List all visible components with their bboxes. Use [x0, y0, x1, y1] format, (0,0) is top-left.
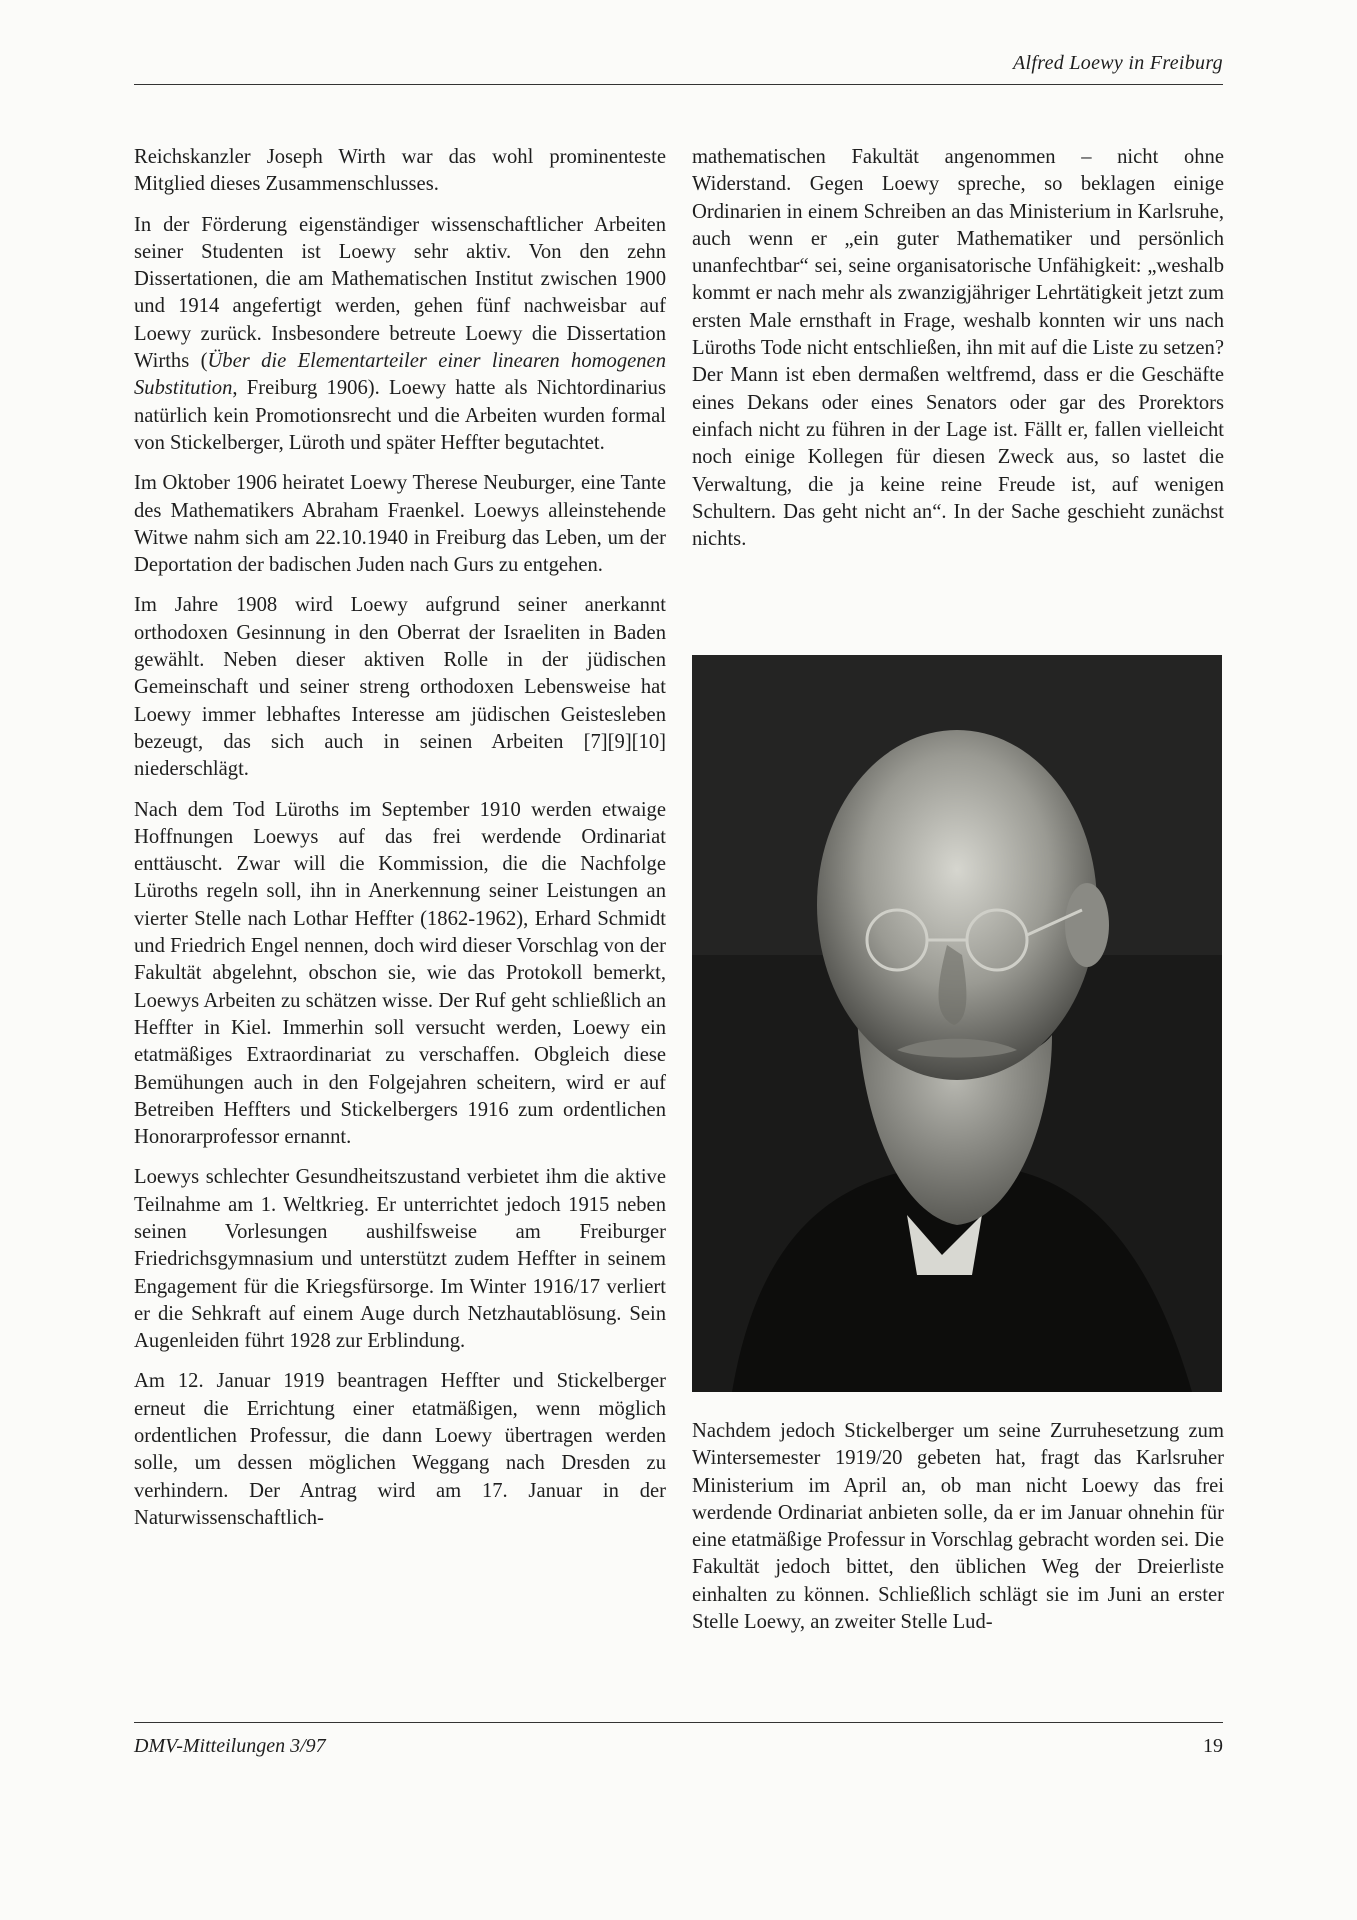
paragraph: Reichskanzler Joseph Wirth war das wohl prominenteste Mitglied dieses Zusammenschlusses.: [134, 146, 666, 196]
header-rule: [134, 84, 1223, 85]
paragraph: Nach dem Tod Lüroths im September 1910 werden etwaige Hoffnungen Loewys auf das frei werdende Ordinariat enttäuscht. Zwar will die Kommission, die die Nachfolge Lüroths regeln soll, ihn in Anerkennung seiner Leistungen an vierter Stelle nach Lothar Heffter (1862-1962), Erhard Schmidt und Friedrich Engel nennen, doch wird dieser Vorschlag von der Fakultät abgelehnt, obschon sie, wie das Protokoll bemerkt, Loewys Arbeiten zu schätzen wisse. Der Ruf geht schließlich an Heffter in Kiel. Immerhin soll versucht werden, Loewy ein etatmäßiges Extraordinariat zu verschaffen. Obgleich diese Bemühungen auch in den Folgejahren scheitern, wird er auf Betreiben Heffters und Stickelbergers 1916 zum ordentlichen Honorarprofessor ernannt.: [134, 798, 666, 1149]
footer-rule: [134, 1722, 1223, 1723]
paragraph: Im Oktober 1906 heiratet Loewy Therese Neuburger, eine Tante des Mathematikers Abraham Fraenkel. Loewys alleinstehende Witwe nahm sich am 22.10.1940 in Freiburg das Leben, um der Deportation der badischen Juden nach Gurs zu entgehen.: [134, 472, 666, 577]
journal-name: DMV-Mitteilungen 3/97: [134, 1735, 326, 1757]
dissertation-title: Über die Elementarteiler einer linearen homogenen Substitution: [134, 350, 666, 400]
text-run: In der Förderung eigenständiger wissenschaftlicher Arbeiten seiner Studenten ist Loewy sehr aktiv. Von den zehn Dissertationen, die am Mathematischen Institut zwischen 1900 und 1914 angefertigt werden, gehen fünf nachweisbar auf Loewy zurück. Insbesondere betreute Loewy die Dissertation Wirths (: [134, 213, 666, 373]
portrait-illustration: [692, 655, 1222, 1392]
paragraph: Im Jahre 1908 wird Loewy aufgrund seiner anerkannt orthodoxen Gesinnung in den Oberrat der Israeliten in Baden gewählt. Neben dieser aktiven Rolle in der jüdischen Gemeinschaft und seiner streng orthodoxen Lebensweise hat Loewy immer lebhaftes Interesse am jüdischen Geistesleben bezeugt, das sich auch in seinen Arbeiten [7][9][10] niederschlägt.: [134, 594, 666, 781]
right-column-bottom: [692, 1418, 1224, 1636]
paragraph: [134, 212, 666, 458]
paragraph: Am 12. Januar 1919 beantragen Heffter und Stickelberger erneut die Errichtung einer etatmäßigen, wenn möglich ordentlichen Professur, die dann Loewy übertragen werden solle, um dessen möglichen Weggang nach Dresden zu verhindern. Der Antrag wird am 17. Januar in der Naturwissenschaftlich-: [134, 1370, 666, 1529]
text-run: , Freiburg 1906). Loewy hatte als Nichtordinarius natürlich kein Promotionsrecht und die Arbeiten wurden formal von Stickelberger, Lüroth und später Heffter begutachtet.: [134, 377, 666, 454]
running-title: Alfred Loewy in Freiburg: [1013, 52, 1223, 74]
paragraph: Loewys schlechter Gesundheitszustand verbietet ihm die aktive Teilnahme am 1. Weltkrieg. Er unterrichtet jedoch 1915 neben seinen Vorlesungen aushilfsweise am Freiburger Friedrichsgymnasium und unterstützt zudem Heffter in seinem Engagement für die Kriegsfürsorge. Im Winter 1916/17 verliert er die Sehkraft auf einem Auge durch Netzhautablösung. Sein Augenleiden führt 1928 zur Erblindung.: [134, 1166, 666, 1353]
paragraph: mathematischen Fakultät angenommen – nicht ohne Widerstand. Gegen Loewy spreche, so beklagen einige Ordinarien in einem Schreiben an das Ministerium in Karlsruhe, auch wenn er „ein guter Mathematiker und persönlich unanfechtbar“ sei, seine organisatorische Unfähigkeit: „weshalb kommt er nach mehr als zwanzigjähriger Lehrtätigkeit jetzt zum ersten Male ernsthaft in Frage, weshalb konnten wir uns nach Lüroths Tode nicht entschließen, ihn mit auf die Liste zu setzen? Der Mann ist eben dermaßen weltfremd, dass er die Geschäfte eines Dekans oder eines Senators oder gar des Prorektors einfach nicht zu führen in der Lage ist. Fällt er, fallen vielleicht noch einige Kollegen für diesen Zweck aus, so lastet die Verwaltung, die ja keine reine Freude ist, auf wenigen Schultern. Das geht nicht an“. In der Sache geschieht zunächst nichts.: [692, 146, 1224, 551]
left-column: [134, 144, 666, 1532]
paragraph: Nachdem jedoch Stickelberger um seine Zurruhesetzung zum Wintersemester 1919/20 gebeten hat, fragt das Karlsruher Ministerium im April an, ob man nicht Loewy das frei werdende Ordinariat anbieten solle, da er im Januar ohnehin für eine etatmäßige Professur in Vorschlag gebracht worden sei. Die Fakultät jedoch bittet, den üblichen Weg der Dreierliste einhalten zu können. Schließlich schlägt sie im Juni an erster Stelle Loewy, an zweiter Stelle Lud-: [692, 1420, 1224, 1634]
right-column-top: [692, 144, 1224, 553]
portrait-photo: [692, 655, 1222, 1392]
page-number: 19: [1203, 1735, 1223, 1757]
